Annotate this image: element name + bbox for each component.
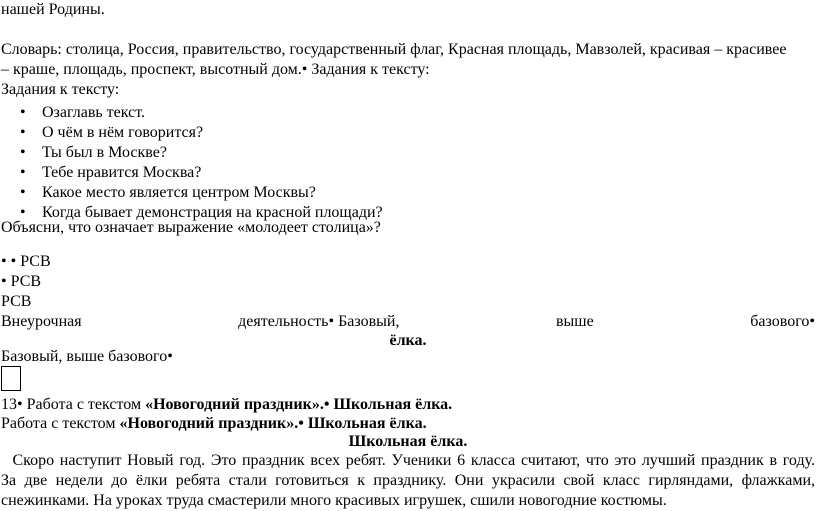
- explain-line: Объясни, что означает выражение «молодеет столица»?: [1, 219, 381, 236]
- task-text: О чём в нём говорится?: [42, 124, 204, 141]
- task-text: Когда бывает демонстрация на красной площади?: [42, 204, 383, 221]
- lesson-13-line: [1, 395, 452, 415]
- rsv-line-1: • • РСВ: [1, 253, 51, 270]
- story-line-2: За две недели до ёлки ребята стали готовиться к празднику. Они украсили свой класс гирляндами, флажками,: [1, 472, 815, 489]
- lesson-13-number: 13• Работа с текстом: [1, 396, 146, 413]
- bullet-icon: •: [20, 164, 26, 181]
- vocab-line-2: – краше, площадь, проспект, высотный дом.• Задания к тексту:: [1, 61, 430, 78]
- lesson-13-title: «Новогодний праздник».• Школьная ёлка.: [145, 396, 453, 413]
- task-text: Тебе нравится Москва?: [42, 164, 202, 181]
- bullet-icon: •: [20, 144, 26, 161]
- task-item: [20, 183, 316, 203]
- task-item: [20, 103, 145, 123]
- empty-box: [1, 366, 21, 391]
- story-title: Школьная ёлка.: [348, 433, 468, 450]
- level-line: Базовый, выше базового•: [1, 348, 173, 365]
- lesson-line: [1, 414, 427, 434]
- activity-word-4: базового•: [750, 313, 815, 330]
- lesson-plain: Работа с текстом: [1, 415, 120, 432]
- activity-word-3: выше: [556, 313, 594, 330]
- rsv-line-2: • РСВ: [1, 273, 42, 290]
- task-text: Ты был в Москве?: [42, 144, 167, 161]
- activity-row: [1, 312, 815, 332]
- task-item: [20, 163, 201, 183]
- bullet-icon: •: [20, 104, 26, 121]
- tasks-title: Задания к тексту:: [1, 81, 120, 98]
- lesson-title: «Новогодний праздник».• Школьная ёлка.: [119, 415, 427, 432]
- activity-word-2: деятельность• Базовый,: [238, 313, 400, 330]
- task-text: Озаглавь текст.: [42, 104, 146, 121]
- task-item: [20, 123, 203, 143]
- story-line-3: снежинками. На уроках труда смастерили много красивых игрушек, сшили новогодние костюмы.: [1, 492, 667, 509]
- top-line: нашей Родины.: [1, 1, 105, 18]
- rsv-line-3: РСВ: [1, 293, 32, 310]
- elka-center: ёлка.: [389, 332, 427, 349]
- task-item: [20, 143, 167, 163]
- task-text: Какое место является центром Москвы?: [42, 184, 316, 201]
- bullet-icon: •: [20, 204, 26, 221]
- vocab-line-1: Словарь: столица, Россия, правительство, государственный флаг, Красная площадь, Мавзолей, красивая – красивее: [1, 41, 787, 58]
- story-line-1: Скоро наступит Новый год. Это праздник всех ребят. Ученики 6 класса считают, что это лучший праздник в году.: [1, 452, 815, 469]
- activity-word-1: Внеурочная: [1, 313, 82, 330]
- bullet-icon: •: [20, 124, 26, 141]
- bullet-icon: •: [20, 184, 26, 201]
- story-paragraph: [1, 451, 815, 511]
